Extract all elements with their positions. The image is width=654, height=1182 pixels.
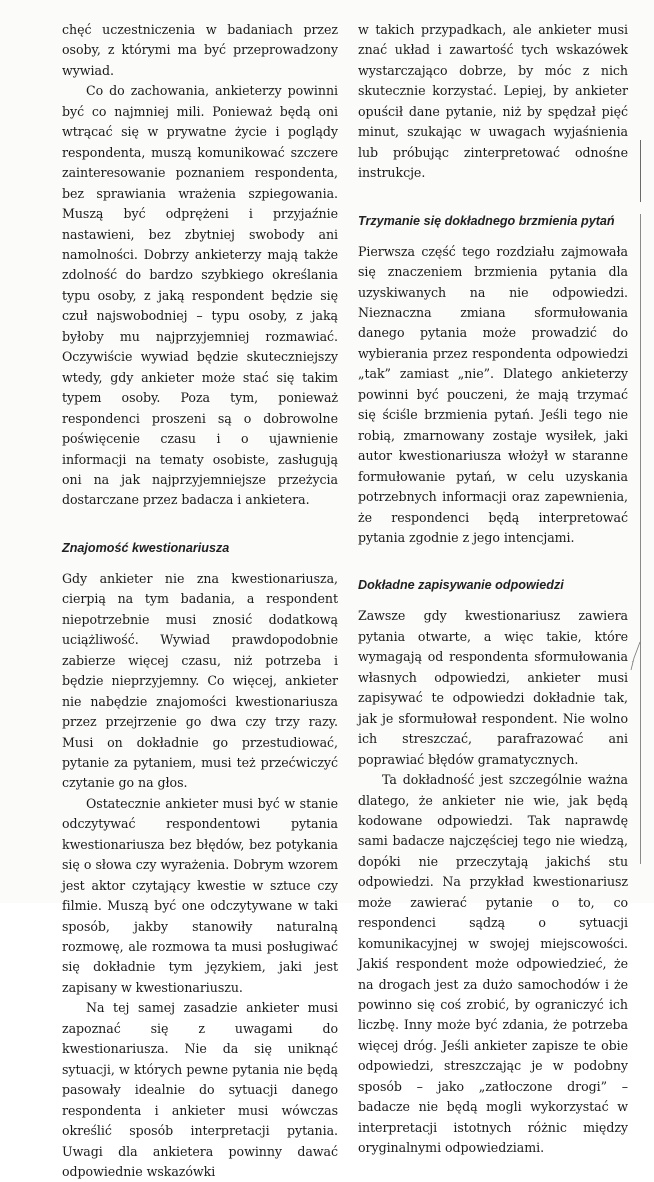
right-paragraph-1: w takich przypadkach, ale ankieter musi znać układ i zawartość tych wskazówek wystarczająco dobrze, by móc z nich skutecznie korzystać. Lepiej, by ankieter opuścił dane pytanie, niż by spędzał pięć minut, szukając w uwagach wyjaśnienia lub próbując zinterpretować odnośne instrukcje.	[358, 22, 628, 181]
scan-edge-line	[640, 214, 641, 864]
right-paragraph-4: Ta dokładność jest szczególnie ważna dlatego, że ankieter nie wie, jak będą kodowane odpowiedzi. Tak naprawdę sami badacze najczęściej tego nie wiedzą, dopóki nie przeczytają jakichś stu odpowiedzi. Na przykład kwestionariusz może zawierać pytanie o to, co respondenci sądzą o sytuacji komunikacyjnej w swojej miejscowości. Jakiś respondent może odpowiedzieć, że na drogach jest za dużo samochodów i że powinno się coś zrobić, by ograniczyć ich liczbę. Inny może być zdania, że potrzeba więcej dróg. Jeśli ankieter zapisze te obie odpowiedzi, streszczając je w podobny sposób – jako „zatłoczone drogi” – badacze nie będą mogli wykorzystać w interpretacji istotnych różnic między oryginalnymi odpowiedziami.	[358, 772, 628, 1156]
pencil-mark-icon	[622, 640, 642, 680]
right-paragraph-3: Zawsze gdy kwestionariusz zawiera pytania otwarte, a więc takie, które wymagają od respondenta sformułowania własnych odpowiedzi, ankieter musi zapisywać te odpowiedzi dokładnie tak, jak je sformułował respondent. Nie wolno ich streszczać, parafrazować ani poprawiać błędów gramatycznych.	[358, 608, 628, 767]
left-paragraph-3: Gdy ankieter nie zna kwestionariusza, cierpią na tym badania, a respondent niepotrzebnie musi znosić dodatkową uciążliwość. Wywiad prawdopodobnie zabierze więcej czasu, niż potrzeba i będzie nieprzyjemny. Co więcej, ankieter nie nabędzie znajomości kwestionariusza przez przejrzenie go dwa czy trzy razy. Musi on dokładnie go przestudiować, pytanie za pytaniem, musi też przećwiczyć czytanie go na głos.	[62, 570, 338, 791]
section-heading-exact-wording: Trzymanie się dokładnego brzmienia pytań	[358, 213, 615, 228]
left-paragraph-4: Ostatecznie ankieter musi być w stanie odczytywać respondentowi pytania kwestionariusza bez błędów, bez potykania się o słowa czy wyrażenia. Dobrym wzorem jest aktor czytający kwestie w sztuce czy filmie. Muszą być one odczytywane w taki sposób, jakby stanowiły naturalną rozmowę, ale rozmowa ta musi posługiwać się dokładnie tym językiem, jaki jest zapisany w kwestionariuszu.	[62, 795, 338, 995]
left-paragraph-1: chęć uczestniczenia w badaniach przez osoby, z którymi ma być przeprowadzony wywiad.	[62, 22, 338, 78]
section-heading-accurate-recording: Dokładne zapisywanie odpowiedzi	[358, 578, 564, 593]
left-paragraph-5: Na tej samej zasadzie ankieter musi zapoznać się z uwagami do kwestionariusza. Nie da się uniknąć sytuacji, w których pewne pytania nie będą pasowały idealnie do sytuacji danego respondenta i ankieter musi wówczas określić sposób interpretacji pytania. Uwagi dla ankietera powinny dawać odpowiednie wskazówki	[62, 1000, 338, 1180]
left-paragraph-2: Co do zachowania, ankieterzy powinni być co najmniej mili. Ponieważ będą oni wtrącać się w prywatne życie i poglądy respondenta, muszą komunikować szczere zainteresowanie poznaniem respondenta, bez sprawiania wrażenia szpiegowania. Muszą być odprężeni i przyjaźnie nastawieni, bez zbytniej swobody ani namolności. Dobrzy ankieterzy mają także zdolność do bardzo szybkiego określania typu osoby, z jaką respondent będzie się czuł najswobodniej – typu osoby, z jaką byłoby mu najprzyjemniej rozmawiać. Oczywiście wywiad będzie skuteczniejszy wtedy, gdy ankieter może stać się takim typem osoby. Poza tym, ponieważ respondenci proszeni są o dobrowolne poświęcenie czasu i o ujawnienie informacji na tematy osobiste, zasługują oni na jak najprzyjemniejsze przeżycia dostarczane przez badacza i ankietera.	[62, 83, 338, 508]
right-column	[358, 20, 628, 1159]
left-column	[62, 20, 338, 1182]
scan-edge-line	[640, 140, 641, 202]
right-paragraph-2: Pierwsza część tego rozdziału zajmowała się znaczeniem brzmienia pytania dla uzyskiwanych na nie odpowiedzi. Nieznaczna zmiana sformułowania danego pytania może prowadzić do wybierania przez respondenta odpowiedzi „tak” zamiast „nie”. Dlatego ankieterzy powinni być pouczeni, że mają trzymać się ściśle brzmienia pytań. Jeśli tego nie robią, zmarnowany zostaje wysiłek, jaki autor kwestionariusza włożył w staranne formułowanie pytań, w celu uzyskania potrzebnych informacji oraz zapewnienia, że respondenci będą interpretować pytania zgodnie z jego intencjami.	[358, 243, 628, 545]
section-heading-questionnaire-knowledge: Znajomość kwestionariusza	[62, 540, 230, 555]
